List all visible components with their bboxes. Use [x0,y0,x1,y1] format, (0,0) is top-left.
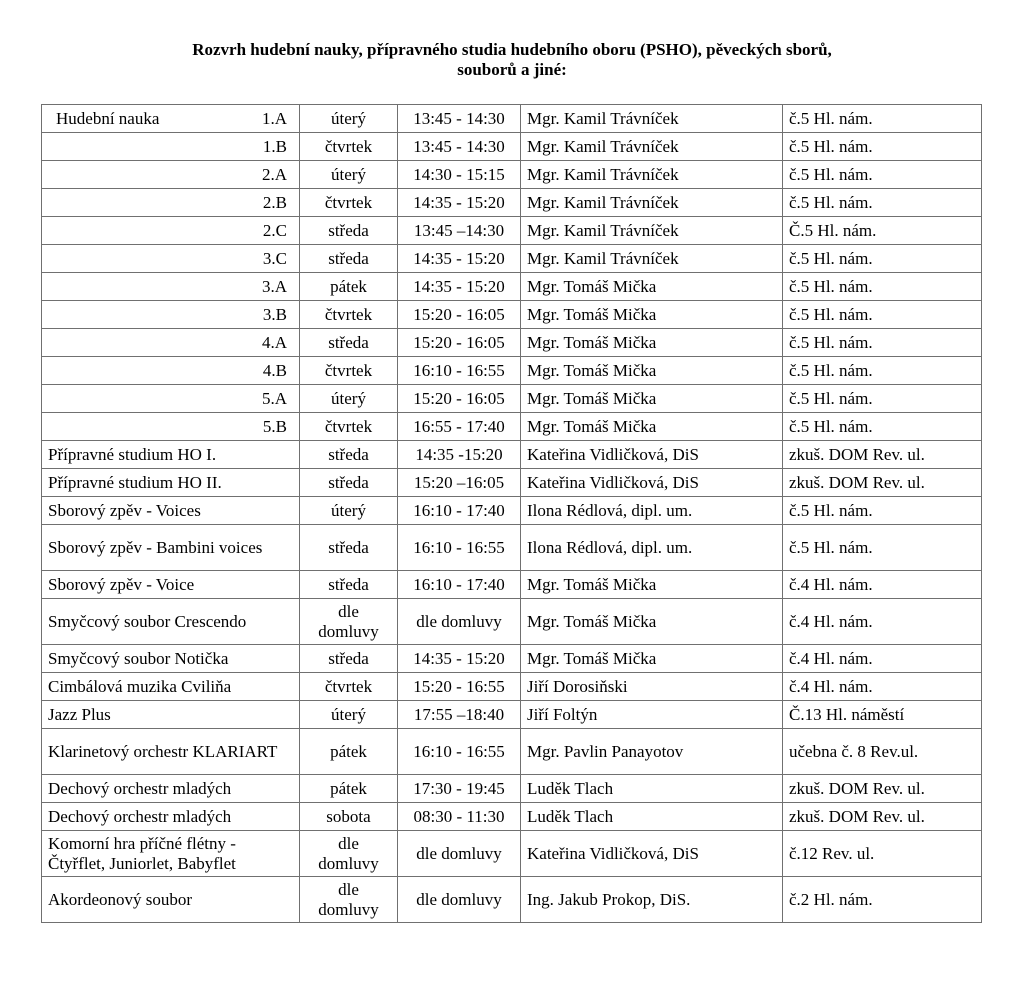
table-row [42,775,982,803]
room-cell: zkuš. DOM Rev. ul. [783,469,982,497]
teacher-cell: Mgr. Kamil Trávníček [521,133,783,161]
table-row [42,217,982,245]
title-line-2: souborů a jiné: [457,60,567,79]
subject-cell: Dechový orchestr mladých [42,775,300,803]
time-cell: 15:20 - 16:05 [398,329,521,357]
teacher-cell: Kateřina Vidličková, DiS [521,441,783,469]
time-cell: 14:35 - 15:20 [398,273,521,301]
room-cell: č.5 Hl. nám. [783,301,982,329]
time-cell: 16:10 - 16:55 [398,729,521,775]
table-row [42,133,982,161]
day-cell: dle domluvy [300,831,398,877]
subject-cell [42,301,300,329]
time-cell: 15:20 - 16:05 [398,385,521,413]
room-cell: č.5 Hl. nám. [783,105,982,133]
teacher-cell: Mgr. Tomáš Mička [521,645,783,673]
class-label: 5.B [262,416,287,436]
time-cell: dle domluvy [398,877,521,923]
subject-cell: Přípravné studium HO I. [42,441,300,469]
subject-cell [42,357,300,385]
time-cell: 14:35 - 15:20 [398,645,521,673]
class-label: 2.A [261,164,287,184]
teacher-cell: Luděk Tlach [521,803,783,831]
room-cell: č.5 Hl. nám. [783,161,982,189]
day-cell: středa [300,469,398,497]
day-cell: čtvrtek [300,189,398,217]
teacher-cell: Mgr. Kamil Trávníček [521,245,783,273]
subject-cell: Sborový zpěv - Bambini voices [42,525,300,571]
teacher-cell: Ilona Rédlová, dipl. um. [521,497,783,525]
day-cell: dle domluvy [300,877,398,923]
time-cell: dle domluvy [398,831,521,877]
teacher-cell: Kateřina Vidličková, DiS [521,831,783,877]
day-cell: dle domluvy [300,599,398,645]
room-cell: č.4 Hl. nám. [783,673,982,701]
time-cell: 15:20 –16:05 [398,469,521,497]
table-row [42,803,982,831]
day-cell: středa [300,245,398,273]
subject-cell: Klarinetový orchestr KLARIART [42,729,300,775]
time-cell: dle domluvy [398,599,521,645]
time-cell: 16:55 - 17:40 [398,413,521,441]
subject-cell [42,133,300,161]
table-row [42,571,982,599]
time-cell: 13:45 - 14:30 [398,105,521,133]
schedule-table [41,104,982,923]
day-cell: sobota [300,803,398,831]
time-cell: 15:20 - 16:05 [398,301,521,329]
table-row [42,645,982,673]
teacher-cell: Mgr. Kamil Trávníček [521,189,783,217]
day-cell: úterý [300,105,398,133]
teacher-cell: Mgr. Kamil Trávníček [521,217,783,245]
teacher-cell: Mgr. Tomáš Mička [521,413,783,441]
time-cell: 16:10 - 17:40 [398,571,521,599]
class-label: 4.B [262,360,287,380]
title-line-1: Rozvrh hudební nauky, přípravného studia hudebního oboru (PSHO), pěveckých sborů, [192,40,832,59]
table-row [42,385,982,413]
room-cell: zkuš. DOM Rev. ul. [783,803,982,831]
teacher-cell: Jiří Dorosiňski [521,673,783,701]
table-row [42,357,982,385]
table-row [42,469,982,497]
day-cell: čtvrtek [300,357,398,385]
room-cell: č.2 Hl. nám. [783,877,982,923]
time-cell: 08:30 - 11:30 [398,803,521,831]
day-cell: úterý [300,161,398,189]
table-row [42,831,982,877]
teacher-cell: Luděk Tlach [521,775,783,803]
teacher-cell: Mgr. Tomáš Mička [521,571,783,599]
room-cell: č.5 Hl. nám. [783,245,982,273]
subject-cell: Cimbálová muzika Cviliňa [42,673,300,701]
table-row [42,729,982,775]
time-cell: 17:30 - 19:45 [398,775,521,803]
class-label: 5.A [261,388,287,408]
day-cell: čtvrtek [300,673,398,701]
time-cell: 14:35 -15:20 [398,441,521,469]
day-cell: pátek [300,775,398,803]
subject-cell [42,189,300,217]
subject-cell [42,385,300,413]
table-row [42,497,982,525]
day-cell: úterý [300,497,398,525]
room-cell: č.4 Hl. nám. [783,599,982,645]
room-cell: č.5 Hl. nám. [783,385,982,413]
room-cell: č.4 Hl. nám. [783,645,982,673]
teacher-cell: Mgr. Kamil Trávníček [521,105,783,133]
teacher-cell: Ilona Rédlová, dipl. um. [521,525,783,571]
table-row [42,441,982,469]
day-cell: středa [300,571,398,599]
subject-cell [42,217,300,245]
day-cell: čtvrtek [300,413,398,441]
time-cell: 14:30 - 15:15 [398,161,521,189]
class-label: 4.A [261,332,287,352]
room-cell: zkuš. DOM Rev. ul. [783,441,982,469]
room-cell: učebna č. 8 Rev.ul. [783,729,982,775]
table-row [42,413,982,441]
room-cell: č.5 Hl. nám. [783,497,982,525]
room-cell: č.4 Hl. nám. [783,571,982,599]
teacher-cell: Jiří Foltýn [521,701,783,729]
table-row [42,701,982,729]
day-cell: středa [300,525,398,571]
teacher-cell: Ing. Jakub Prokop, DiS. [521,877,783,923]
teacher-cell: Mgr. Tomáš Mička [521,385,783,413]
time-cell: 14:35 - 15:20 [398,189,521,217]
teacher-cell: Mgr. Tomáš Mička [521,329,783,357]
room-cell: č.5 Hl. nám. [783,189,982,217]
class-label: 3.A [261,276,287,296]
subject-cell: Dechový orchestr mladých [42,803,300,831]
subject-cell: Sborový zpěv - Voice [42,571,300,599]
room-cell: Č.13 Hl. náměstí [783,701,982,729]
subject-cell: Přípravné studium HO II. [42,469,300,497]
class-label: 2.C [262,220,287,240]
room-cell: zkuš. DOM Rev. ul. [783,775,982,803]
table-row [42,599,982,645]
subject-cell [42,413,300,441]
time-cell: 16:10 - 16:55 [398,357,521,385]
teacher-cell: Mgr. Tomáš Mička [521,357,783,385]
teacher-cell: Mgr. Tomáš Mička [521,599,783,645]
subject-cell [42,245,300,273]
table-row [42,273,982,301]
day-cell: úterý [300,701,398,729]
time-cell: 16:10 - 17:40 [398,497,521,525]
subject-cell: Sborový zpěv - Voices [42,497,300,525]
time-cell: 16:10 - 16:55 [398,525,521,571]
time-cell: 15:20 - 16:55 [398,673,521,701]
time-cell: 13:45 - 14:30 [398,133,521,161]
class-label: 3.B [262,304,287,324]
table-row [42,877,982,923]
room-cell: č.5 Hl. nám. [783,133,982,161]
room-cell: č.5 Hl. nám. [783,357,982,385]
class-label: 3.C [262,248,287,268]
subject-cell: Akordeonový soubor [42,877,300,923]
class-label: 1.A [261,108,287,128]
subject-cell: Komorní hra příčné flétny - Čtyřflet, Juniorlet, Babyflet [42,831,300,877]
time-cell: 13:45 –14:30 [398,217,521,245]
day-cell: úterý [300,385,398,413]
class-label: 2.B [262,192,287,212]
subject-cell: Jazz Plus [42,701,300,729]
teacher-cell: Mgr. Tomáš Mička [521,273,783,301]
subject-cell [42,329,300,357]
teacher-cell: Kateřina Vidličková, DiS [521,469,783,497]
day-cell: čtvrtek [300,301,398,329]
table-row [42,161,982,189]
subject-cell: Smyčcový soubor Crescendo [42,599,300,645]
day-cell: pátek [300,729,398,775]
day-cell: středa [300,441,398,469]
table-row [42,525,982,571]
day-cell: středa [300,217,398,245]
subject-cell: Smyčcový soubor Notička [42,645,300,673]
document-title [0,40,1024,80]
day-cell: pátek [300,273,398,301]
table-row [42,245,982,273]
room-cell: č.5 Hl. nám. [783,329,982,357]
table-row [42,301,982,329]
table-row [42,189,982,217]
subject-cell [42,161,300,189]
time-cell: 17:55 –18:40 [398,701,521,729]
class-label: 1.B [262,136,287,156]
day-cell: čtvrtek [300,133,398,161]
table-row [42,673,982,701]
teacher-cell: Mgr. Pavlin Panayotov [521,729,783,775]
day-cell: středa [300,329,398,357]
day-cell: středa [300,645,398,673]
teacher-cell: Mgr. Kamil Trávníček [521,161,783,189]
subject-name: Hudební nauka [56,108,160,128]
room-cell: č.5 Hl. nám. [783,273,982,301]
table-row [42,105,982,133]
room-cell: č.5 Hl. nám. [783,413,982,441]
schedule-body [42,105,982,923]
room-cell: č.12 Rev. ul. [783,831,982,877]
room-cell: č.5 Hl. nám. [783,525,982,571]
time-cell: 14:35 - 15:20 [398,245,521,273]
room-cell: Č.5 Hl. nám. [783,217,982,245]
teacher-cell: Mgr. Tomáš Mička [521,301,783,329]
table-row [42,329,982,357]
subject-cell [42,105,300,133]
subject-cell [42,273,300,301]
